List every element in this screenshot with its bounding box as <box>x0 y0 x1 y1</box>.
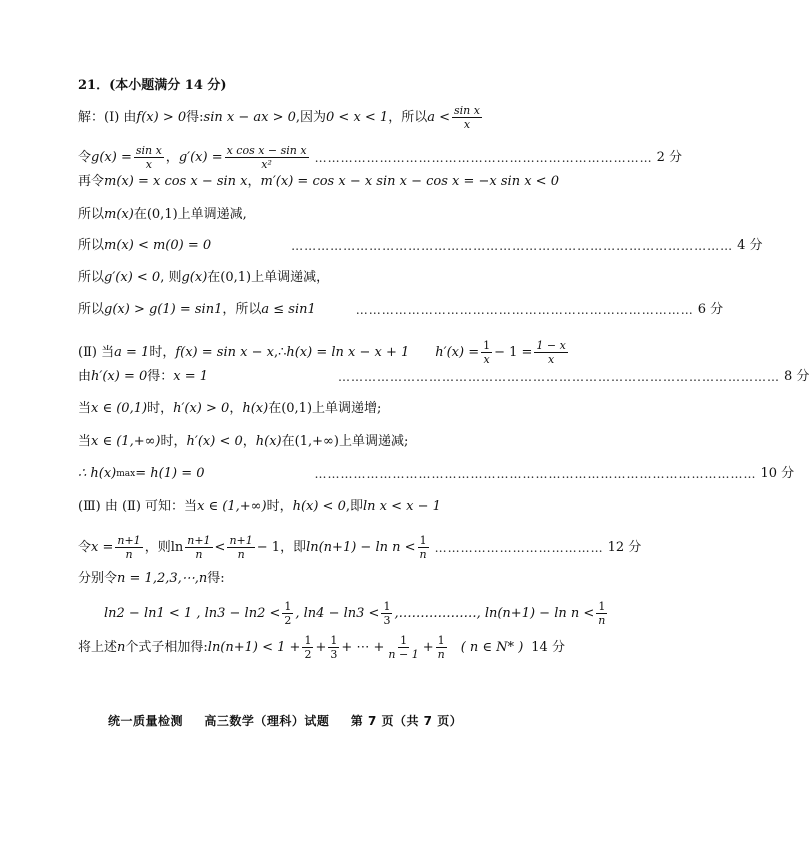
footer-exam-name: 统一质量检测 <box>108 714 184 728</box>
dot-leader: …………………………………………………………………… <box>355 303 694 317</box>
footer-page-number: 第 7 页（共 7 页） <box>350 714 463 728</box>
dot-leader: ………………………………………………………………………………………… <box>314 467 757 481</box>
solution-line-12: ∴ h(x) max = h(1) = 0 ………………………………………………………………………………………… 10 分 <box>78 466 795 481</box>
score: 12 分 <box>607 539 642 555</box>
fraction: $\frac{1}{2}$ <box>304 634 312 661</box>
dot-leader: ………………………………………………………………………………………… <box>338 370 781 384</box>
fraction: $\frac{1}{x}$ <box>483 339 491 366</box>
solution-line-5: 所以 m(x) < m(0) = 0 ………………………………………………………………………………………… 4 分 <box>78 238 763 253</box>
footer-subject: 高三数学（理科）试题 <box>204 714 330 728</box>
problem-header: 21．(本小题满分 14 分) <box>78 78 227 93</box>
fraction: $\frac{n+1}{n}$ <box>187 534 211 561</box>
solution-line-14: 令 x = $\frac{n+1}{n}$ ，则 ln $\frac{n+1}{n}$ < $\frac{n+1}{n}$ − 1 ，即 ln(n+1) − ln n < $\frac{1}{n}$ ………………………………… 12 分 <box>78 534 642 561</box>
solution-line-4: 所以 m(x) 在 (0,1) 上单调递减, <box>78 207 247 222</box>
fraction: $\frac{n+1}{n}$ <box>229 534 253 561</box>
page-footer <box>108 712 462 729</box>
solution-line-2: 令 g(x) = $\frac{\text{sin x}}{x}$ ， g′(x) = $\frac{\text{x cos x − sin x}}{\text{x²}}$ …………………………………………………………………… 2 分 <box>78 144 682 171</box>
fraction: $\frac{1}{n}$ <box>437 634 445 661</box>
solution-line-7: 所以 g(x) > g(1) = sin1 ，所以 a ≤ sin1 …………………………………………………………………… 6 分 <box>78 302 724 317</box>
score: 6 分 <box>697 302 724 317</box>
score: 10 分 <box>760 466 795 481</box>
fraction: $\frac{1}{3}$ <box>383 600 391 627</box>
dot-leader: …………………………………………………………………… <box>314 150 653 165</box>
fraction: $\frac{1}{3}$ <box>330 634 338 661</box>
score: 8 分 <box>784 369 809 384</box>
solution-line-15: 分别令 n = 1,2,3,⋯,n 得: <box>78 571 225 586</box>
fraction: $\frac{1}{n}$ <box>598 600 606 627</box>
dot-leader: ………………………………… <box>434 540 604 555</box>
fraction: $\frac{\text{sin x}}{x}$ <box>135 144 162 171</box>
dot-leader: ………………………………………………………………………………………… <box>291 239 734 253</box>
score: 14 分 <box>531 639 565 655</box>
fraction: $\frac{1 - x}{x}$ <box>536 339 566 366</box>
fraction: $\frac{1}{n - 1}$ <box>388 634 419 661</box>
solution-line-11: 当 x ∈ (1,+∞) 时， h′(x) < 0 ， h(x) 在 (1,+∞) 上单调递减; <box>78 434 409 449</box>
solution-line-8: (Ⅱ) 当 a = 1 时， f(x) = sin x − x ,∴ h(x) = ln x − x + 1 h′(x) = $\frac{1}{x}$ − 1 = $\frac{1 - x}{x}$ <box>78 339 566 366</box>
fraction: $\frac{n+1}{n}$ <box>117 534 141 561</box>
score: 4 分 <box>737 238 763 253</box>
solution-line-17: 将上述 n 个式子相加得: ln(n+1) < 1 + $\frac{1}{2}$ + $\frac{1}{3}$ + ⋯ + $\frac{1}{n - 1}$ + $\frac{1}{n}$ ( n ∈ N* ) 14 分 <box>78 634 565 661</box>
score: 2 分 <box>656 149 682 165</box>
solution-line-3: 再令 m(x) = x cos x − sin x ， m′(x) = cos x − x sin x − cos x = −x sin x < 0 <box>78 174 559 189</box>
fraction: $\frac{1}{n}$ <box>419 534 427 561</box>
fraction: $\frac{1}{2}$ <box>284 600 292 627</box>
solution-line-13: (Ⅲ) 由 (Ⅱ) 可知：当 x ∈ (1,+∞) 时， h(x) < 0 ,即 ln x < x − 1 <box>78 499 441 514</box>
fraction: $\frac{\text{x cos x − sin x}}{\text{x²}}$ <box>226 144 307 171</box>
solution-line-6: 所以 g′(x) < 0 , 则 g(x) 在 (0,1) 上单调递减， <box>78 270 330 285</box>
fraction: $\frac{\text{sin x}}{x}$ <box>454 104 480 131</box>
solution-line-16: ln2 − ln1 < 1 , ln3 − ln2 < $\frac{1}{2}$ , ln4 − ln3 < $\frac{1}{3}$ ,………………, ln(n+1) − ln n < $\frac{1}{n}$ <box>104 600 606 627</box>
solution-line-1: 解：(Ⅰ) 由 f(x) > 0 得: sin x − ax > 0 ,因为 0 < x < 1 ，所以 a < $\frac{\text{sin x}}{x}$ <box>78 104 480 131</box>
solution-line-9: 由 h′(x) = 0 得： x = 1 ………………………………………………………………………………………… 8 分 <box>78 369 809 384</box>
solution-line-10: 当 x ∈ (0,1) 时， h′(x) > 0 ， h(x) 在 (0,1) 上单调递增; <box>78 401 382 416</box>
